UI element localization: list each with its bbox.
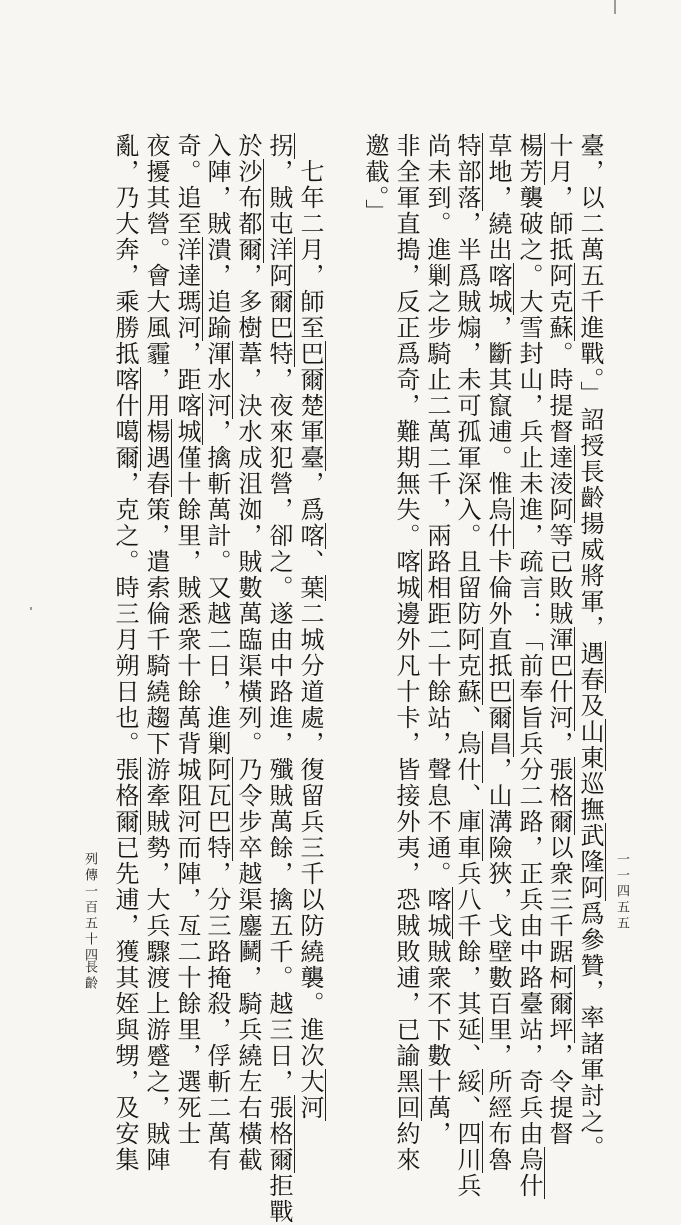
text-run: 亂，乃大奔，乘勝抵 — [111, 133, 139, 367]
proper-name-run: 喀城 — [173, 393, 201, 445]
proper-name-run: 柯爾坪 — [545, 965, 573, 1043]
text-run: 及 — [576, 693, 604, 719]
text-run: 、 — [453, 783, 481, 809]
text-run: 僅十餘里，賊悉衆十餘萬背城阻河而陣，亙二十餘里，選死士 — [173, 445, 201, 1147]
proper-name-run: 張格爾 — [545, 757, 573, 835]
text-run: 賊衆不下數十萬， — [423, 939, 451, 1147]
text-column — [173, 133, 201, 1147]
text-run: 。時提督 — [545, 341, 573, 445]
text-column — [265, 133, 293, 1225]
proper-name-run: 山東 — [576, 719, 604, 771]
text-column — [576, 133, 604, 1161]
proper-name-run: 大河 — [296, 1069, 324, 1121]
text-run: 十月，師抵 — [545, 133, 573, 263]
proper-name-run: 渾水河 — [203, 341, 231, 419]
text-run: 、 — [453, 1043, 481, 1069]
proper-name-run: 綏 — [453, 1069, 481, 1095]
text-run: 邊外凡十卡，皆接外夷，恐賊敗逋，已諭 — [392, 601, 420, 1069]
proper-name-run: 張格爾 — [265, 1095, 293, 1173]
text-column — [515, 133, 543, 1199]
proper-name-run: 黑回 — [392, 1069, 420, 1121]
text-run: ，斷其竄逋。惟 — [484, 315, 512, 497]
proper-name-run: 喀城 — [484, 263, 512, 315]
text-run: 於 — [234, 133, 262, 159]
proper-name-run: 楊遇春 — [142, 419, 170, 497]
text-column — [545, 133, 573, 1147]
page-number: 一一四五五 — [614, 852, 629, 932]
proper-name-run: 武隆阿 — [576, 823, 604, 901]
text-column — [296, 133, 324, 1121]
proper-name-run: 四川 — [453, 1121, 481, 1173]
proper-name-run: 喀 — [296, 523, 324, 549]
proper-name-run: 張格爾 — [111, 757, 139, 835]
text-run: ，爲 — [296, 471, 324, 523]
proper-name-run: 洋阿爾巴特 — [265, 237, 293, 367]
running-name: 長齡 — [82, 960, 97, 992]
scan-left-speck — [30, 607, 32, 610]
text-run: 夜擾其營。會大風霾，用 — [142, 133, 170, 419]
proper-name-run: 葉 — [296, 575, 324, 601]
text-run: 非全軍直搗，反正爲奇，難期無失。 — [392, 133, 420, 549]
proper-name-run: 渾巴什河 — [545, 627, 573, 731]
text-run: ， — [545, 731, 573, 757]
text-run: 卡倫外直抵 — [484, 549, 512, 679]
text-run: 兵八千餘，其 — [453, 861, 481, 1017]
text-run: ，克之。時三月朔日也。 — [111, 471, 139, 757]
text-run: 入陣，賊潰，追踰 — [203, 133, 231, 341]
text-run: 約來 — [392, 1121, 420, 1173]
text-run: 策，遣索倫千騎繞趨下游牽賊勢，大兵驟渡上游蹙之，賊陣 — [142, 497, 170, 1173]
text-column — [453, 133, 481, 1199]
text-run: ，半爲賊煽，未可孤軍深入。且留防 — [453, 211, 481, 627]
proper-name-run: 阿瓦巴特 — [203, 757, 231, 861]
text-run: 、 — [453, 1095, 481, 1121]
text-run: 以衆三千踞 — [545, 835, 573, 965]
text-run: ，夜來犯營，卻之。遂由中路進，殲賊萬餘，擒五千。越三日， — [265, 367, 293, 1095]
text-column — [234, 133, 262, 1173]
text-run: 臺，以二萬五千進戰。」詔授長齡揚威將軍， — [576, 133, 604, 641]
text-column — [423, 133, 451, 1147]
text-run: 已先逋，獲其姪與甥，及安集 — [111, 835, 139, 1173]
text-run: 爲參贊，率諸軍討之。 — [576, 901, 604, 1161]
text-column — [142, 133, 170, 1173]
proper-name-run: 巴爾昌 — [484, 679, 512, 757]
text-column — [484, 133, 512, 1173]
proper-name-run: 巴爾楚軍臺 — [296, 341, 324, 471]
text-run: 邀截。」 — [361, 133, 389, 225]
text-run: 二城分道處，復留兵三千以防繞襲。進次 — [296, 601, 324, 1069]
proper-name-run: 喀什噶爾 — [111, 367, 139, 471]
proper-name-run: 阿克蘇 — [453, 627, 481, 705]
proper-name-run: 特部落 — [453, 133, 481, 211]
text-run: 襲破之。大雪封山，兵止未進，疏言：「前奉旨兵分二路，正兵由中路臺站，奇兵由 — [515, 185, 543, 1147]
text-run: 、 — [296, 549, 324, 575]
text-column — [392, 133, 420, 1173]
proper-name-run: 洋達瑪河 — [173, 237, 201, 341]
proper-name-run: 烏什 — [515, 1147, 543, 1199]
text-run: ，令提督 — [545, 1043, 573, 1147]
text-run: 巡撫 — [576, 771, 604, 823]
proper-name-run: 遇春 — [576, 641, 604, 693]
proper-name-run: 喀城 — [423, 887, 451, 939]
text-run: 奇。追至 — [173, 133, 201, 237]
text-run: ，多樹葦，決水成沮洳，賊數萬臨渠橫列。乃令步卒越渠鏖鬭，騎兵繞左右橫截 — [234, 263, 262, 1173]
text-run: ，距 — [173, 341, 201, 393]
text-run: 尚未到。進剿之步騎止二萬二千，兩路相距二十餘站，聲息不通。 — [423, 133, 451, 887]
proper-name-run: 阿克蘇 — [545, 263, 573, 341]
text-column — [203, 133, 231, 1173]
scan-top-mark — [614, 0, 616, 14]
text-run: 拒戰 — [265, 1173, 293, 1225]
text-column — [111, 133, 139, 1173]
proper-name-run: 庫車 — [453, 809, 481, 861]
proper-name-run: 沙布都爾 — [234, 159, 262, 263]
text-run: ，山溝險狹，戈壁數百里，所經布魯 — [484, 757, 512, 1173]
proper-name-run: 楊芳 — [515, 133, 543, 185]
text-run: ，分三路掩殺，俘斬二萬有 — [203, 861, 231, 1173]
proper-name-run: 達淩阿 — [545, 445, 573, 523]
running-title: 列傳一百五十四 — [82, 852, 97, 964]
text-run: 草地，繞出 — [484, 133, 512, 263]
proper-name-run: 喀城 — [392, 549, 420, 601]
text-run: ，擒斬萬計。又越二日，進剿 — [203, 419, 231, 757]
proper-name-run: 烏什 — [484, 497, 512, 549]
proper-name-run: 拐 — [265, 133, 293, 159]
text-column — [363, 133, 387, 613]
text-run: 七年二月，師至 — [296, 133, 324, 341]
text-run: 兵 — [453, 1173, 481, 1199]
text-run: 等已敗賊 — [545, 523, 573, 627]
text-run: ，賊屯 — [265, 159, 293, 237]
proper-name-run: 延 — [453, 1017, 481, 1043]
proper-name-run: 烏什 — [453, 731, 481, 783]
text-run: 、 — [453, 705, 481, 731]
